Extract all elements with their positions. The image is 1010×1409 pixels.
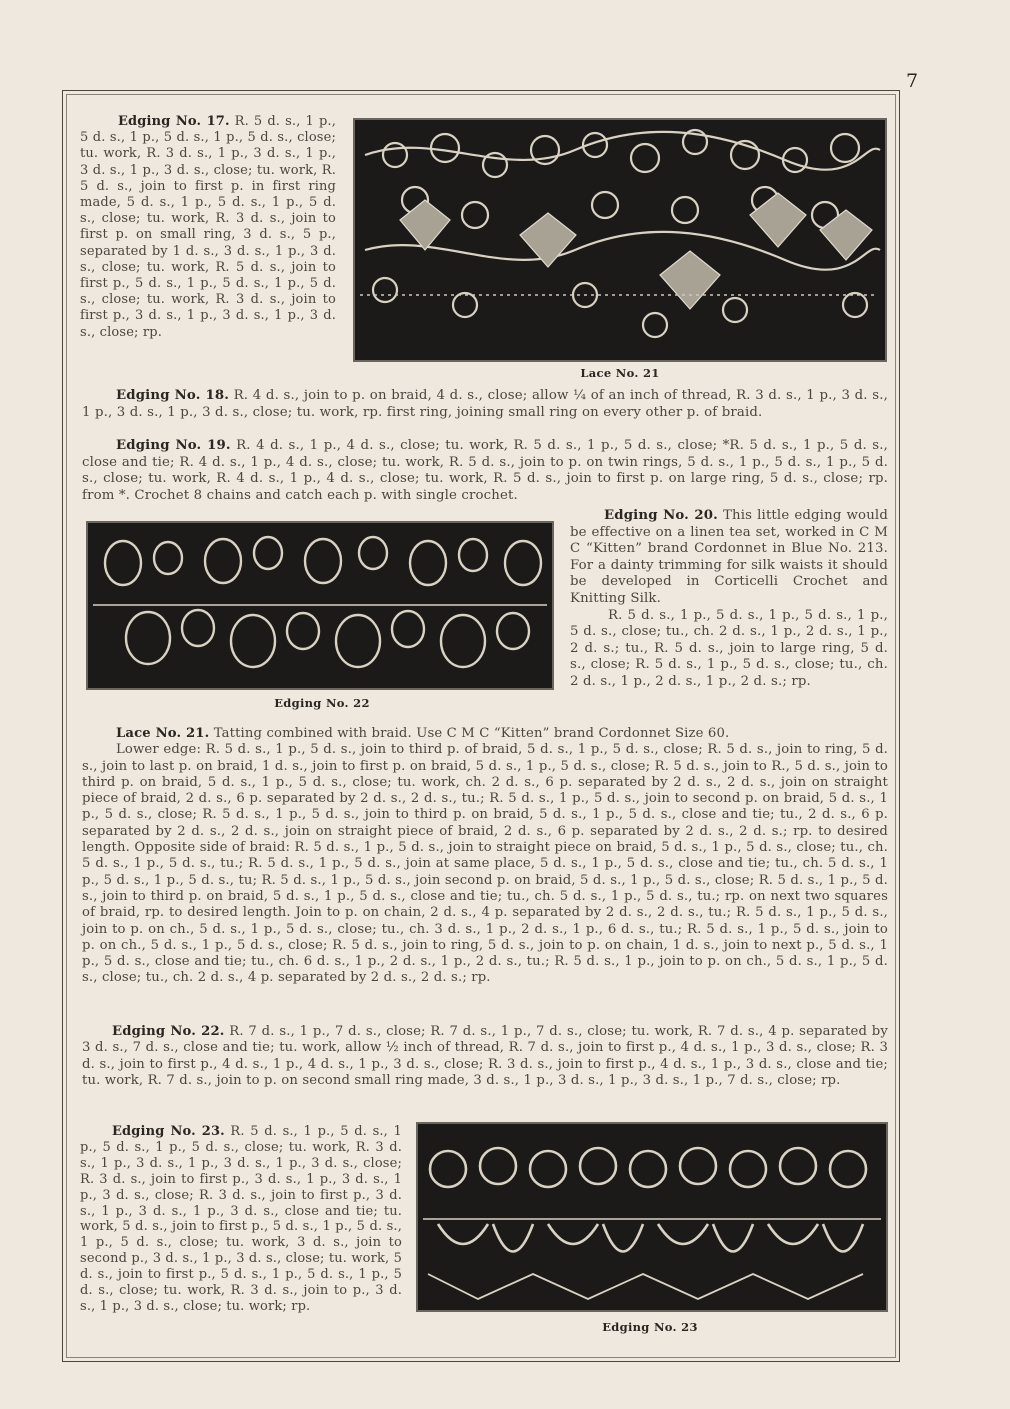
edging-23-body: R. 5 d. s., 1 p., 5 d. s., 1 p., 5 d. s., 1 p., 5 d. s., close; tu. work, R. 3 d. s., 1 p., 3 d. s., 1 p., 3 d. s., 1 p., 3 d. s., close; R. 3 d. s., join to first p., 3 d. s., 1 p., 3 d. s., 1 p., 3 d. s., close; R. 3 d. s., join to first p., 3 d. s., 1 p., 3 d. s., 1 p., 3 d. s., close and tie; tu. work, 5 d. s., join to first p., 5 d. s., 1 p., 5 d. s., 1 p., 5 d. s., close; tu. work, 3 d. s., join to second p., 3 d. s., 1 p., 3 d. s., close; tu. work, 5 d. s., join to first p., 5 d. s., 1 p., 5 d. s., 1 p., 5 d. s., close; tu. work, R. 3 d. s., join to p., 3 d. s., 1 p., 3 d. s., close; tu. work; rp. [80,1124,402,1314]
edging-23-photo [416,1122,888,1312]
edging-20-intro: This little edging would be effective on a linen tea set, worked in C M C “Kitten” brand Cordonnet in Blue No. 213. For a dainty trimming for silk waists it should be developed in Corticelli Crochet and Knitting Silk. [570,508,888,606]
lace-21-text [82,726,888,987]
edging-23-title: Edging No. 23. [112,1124,225,1139]
edging-22-text [82,1024,888,1089]
edging-20-text [570,508,888,691]
lace-21-caption: Lace No. 21 [580,366,660,380]
edging-17-text [80,114,336,341]
edging-20-title: Edging No. 20. [604,508,718,523]
edging-18-title: Edging No. 18. [116,388,230,403]
edging-17-title: Edging No. 17. [118,114,230,129]
page-number: 7 [906,70,919,92]
edging-19-text [82,438,888,504]
edging-17-body: R. 5 d. s., 1 p., 5 d. s., 1 p., 5 d. s., 1 p., 5 d. s., close; tu. work, R. 3 d. s., 1 p., 3 d. s., 1 p., 3 d. s., 1 p., 3 d. s., close; tu. work, R. 5 d. s., join to first p. in first ring made, 5 d. s., 1 p., 5 d. s., 1 p., 5 d. s., close; tu. work, R. 3 d. s., join to first p. on small ring, 3 d. s., 5 p., separated by 1 d. s., 3 d. s., 1 p., 3 d. s., close; tu. work, R. 5 d. s., join to first p., 5 d. s., 1 p., 5 d. s., 1 p., 5 d. s., close; tu. work, R. 3 d. s., join to first p., 3 d. s., 1 p., 3 d. s., 1 p., 3 d. s., close; rp. [80,114,336,340]
edging-19-title: Edging No. 19. [116,438,231,453]
edging-18-text [82,388,888,421]
edging-23-caption: Edging No. 23 [602,1320,698,1334]
edging-19-body: R. 4 d. s., 1 p., 4 d. s., close; tu. work, R. 5 d. s., 1 p., 5 d. s., close; *R. 5 d. s., 1 p., 5 d. s., close and tie; R. 4 d. s., 1 p., 4 d. s., close; tu. work, R. 5 d. s., join to p. on twin rings, 5 d. s., 1 p., 5 d. s., 1 p., 5 d. s., close; tu. work, R. 4 d. s., 1 p., 4 d. s., close; tu. work, R. 5 d. s., join to first p. on large ring, 5 d. s., close; rp. from *. Crochet 8 chains and catch each p. with single crochet. [82,438,888,503]
edging-18-body: R. 4 d. s., join to p. on braid, 4 d. s., close; allow ¼ of an inch of thread, R. 3 d. s., 1 p., 3 d. s., 1 p., 3 d. s., 1 p., 3 d. s., close; tu. work, rp. first ring, joining small ring on every other p. of braid. [82,388,888,420]
edging-23-text [80,1124,402,1315]
lace-21-intro: Tatting combined with braid. Use C M C “Kitten” brand Cordonnet Size 60. [213,726,730,741]
lace-21-body: Lower edge: R. 5 d. s., 1 p., 5 d. s., join to third p. of braid, 5 d. s., 1 p., 5 d. s., close; R. 5 d. s., join to ring, 5 d. s., join to last p. on braid, 1 d. s., join to first p. on braid, 5 d. s., 1 p., 5 d. s., close; R. 5 d. s., join to R., 5 d. s., join to third p. on braid, 5 d. s., 1 p., 5 d. s., close; tu. work, ch. 2 d. s., 6 p. separated by 2 d. s., 2 d. s., join on straight piece of braid, 2 d. s., 6 p. separated by 2 d. s., 2 d. s., tu.; R. 5 d. s., 1 p., 5 d. s., join to second p. on braid, 5 d. s., 1 p., 5 d. s., close; R. 5 d. s., 1 p., 5 d. s., join to third p. on braid, 5 d. s., 1 p., 5 d. s., close and tie; tu., 2 d. s., 6 p. separated by 2 d. s., 2 d. s., join on straight piece of braid, 2 d. s., 6 p. separated by 2 d. s., 2 d. s.; rp. to desired length. Opposite side of braid: R. 5 d. s., 1 p., 5 d. s., join to straight piece on braid, 5 d. s., 1 p., 5 d. s., close; tu., ch. 5 d. s., 1 p., 5 d. s., tu.; R. 5 d. s., 1 p., 5 d. s., join at same place, 5 d. s., 1 p., 5 d. s., close and tie; tu., ch. 5 d. s., 1 p., 5 d. s., 1 p., 5 d. s., tu; R. 5 d. s., 1 p., 5 d. s., join second p. on braid, 5 d. s., 1 p., 5 d. s., close; R. 5 d. s., 1 p., 5 d. s., join to third p. on braid, 5 d. s., 1 p., 5 d. s., close and tie; tu., ch. 5 d. s., 1 p., 5 d. s., tu.; rp. on next two squares of braid, rp. to desired length. Join to p. on chain, 2 d. s., 4 p. separated by 2 d. s., 2 d. s., tu.; R. 5 d. s., 1 p., 5 d. s., join to p. on ch., 5 d. s., 1 p., 5 d. s., close; tu., ch. 3 d. s., 1 p., 2 d. s., 1 p., 6 d. s., tu.; R. 5 d. s., 1 p., 5 d. s., join to p. on ch., 5 d. s., 1 p., 5 d. s., close; R. 5 d. s., join to ring, 5 d. s., join to p. on chain, 1 d. s., join to next p., 5 d. s., 1 p., 5 d. s., close and tie; tu., ch. 6 d. s., 1 p., 2 d. s., 1 p., 2 d. s., tu.; R. 5 d. s., 1 p., join to p. on ch., 5 d. s., 1 p., 5 d. s., close; tu., ch. 2 d. s., 4 p. separated by 2 d. s., 2 d. s.; rp. [82,742,888,986]
lace-21-title: Lace No. 21. [116,726,210,741]
edging-22-caption: Edging No. 22 [274,696,370,710]
lace-21-photo [353,118,887,362]
edging-20-body: R. 5 d. s., 1 p., 5 d. s., 1 p., 5 d. s., 1 p., 5 d. s., close; tu., ch. 2 d. s., 1 p., 2 d. s., 1 p., 2 d. s.; tu., R. 5 d. s., join to large ring, 5 d. s., close; R. 5 d. s., 1 p., 5 d. s., close; tu., ch. 2 d. s., 1 p., 2 d. s., 1 p., 2 d. s.; rp. [570,607,888,689]
edging-22-photo [86,521,554,690]
edging-22-body: R. 7 d. s., 1 p., 7 d. s., close; R. 7 d. s., 1 p., 7 d. s., close; tu. work, R. 7 d. s., 4 p. separated by 3 d. s., 7 d. s., close and tie; tu. work, allow ½ inch of thread, R. 7 d. s., join to first p., 4 d. s., 1 p., 3 d. s., close; R. 3 d. s., join to first p., 4 d. s., 1 p., 4 d. s., 1 p., 3 d. s., close; R. 3 d. s., join to first p., 4 d. s., 1 p., 3 d. s., close and tie; tu. work, R. 7 d. s., join to p. on second small ring made, 3 d. s., 1 p., 3 d. s., 1 p., 3 d. s., 1 p., 7 d. s., close; rp. [82,1024,889,1088]
edging-22-title: Edging No. 22. [112,1024,225,1039]
